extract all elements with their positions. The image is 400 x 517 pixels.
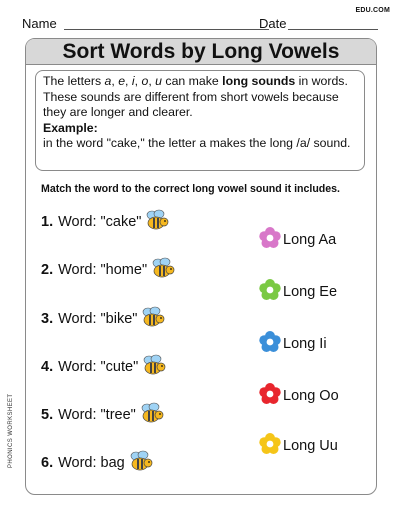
date-label: Date xyxy=(259,16,287,31)
word-text: Word: "cute" xyxy=(58,359,139,375)
word-text: Word: "tree" xyxy=(58,407,136,423)
vowel-item-5[interactable] xyxy=(258,434,338,458)
bee-icon xyxy=(141,354,167,380)
name-field[interactable] xyxy=(64,29,269,30)
word-number: 4. xyxy=(41,359,54,375)
word-text: Word: "home" xyxy=(58,262,148,278)
side-label: PHONICS WORKSHEET xyxy=(8,393,14,468)
word-item-1[interactable] xyxy=(41,211,170,233)
name-row xyxy=(22,14,378,34)
info-box: The letters a, e, i, o, u can make long sounds in words. These sounds are different from short vowels because they are longer and clearer. Example: in the word "cake," the letter a makes the long /a/ sound. xyxy=(35,70,365,171)
intro-mid: can make xyxy=(162,74,223,88)
letter-o: o xyxy=(141,74,149,88)
name-label: Name xyxy=(22,16,57,31)
letter-e: e xyxy=(118,74,126,88)
word-number: 1. xyxy=(41,214,54,230)
worksheet-card xyxy=(25,38,377,495)
intro-bold: long sounds xyxy=(222,74,296,88)
letter-a: a xyxy=(104,74,112,88)
page-title: Sort Words by Long Vowels xyxy=(62,40,340,63)
bee-icon xyxy=(144,209,170,235)
vowel-item-4[interactable] xyxy=(258,384,339,408)
word-number: 6. xyxy=(41,455,54,471)
bee-icon xyxy=(140,306,166,332)
word-item-5[interactable] xyxy=(41,404,165,426)
bee-icon xyxy=(150,257,176,283)
example-text: in the word "cake," the letter a makes the long /a/ sound. xyxy=(43,136,351,150)
flower-icon xyxy=(258,330,282,358)
vowel-label: Long Uu xyxy=(283,438,338,454)
flower-icon xyxy=(258,382,282,410)
vowel-item-1[interactable] xyxy=(258,228,336,252)
vowel-item-3[interactable] xyxy=(258,332,327,356)
word-number: 2. xyxy=(41,262,54,278)
flower-icon xyxy=(258,278,282,306)
flower-icon xyxy=(258,432,282,460)
word-number: 3. xyxy=(41,311,54,327)
word-text: Word: "cake" xyxy=(58,214,142,230)
bee-icon xyxy=(139,402,165,428)
vowel-label: Long Oo xyxy=(283,388,339,404)
brand-logo: EDU.COM xyxy=(355,7,390,14)
letter-u: u xyxy=(155,74,162,88)
intro-post: in words. These sounds are different from short vowels because they are longer and clearer. xyxy=(43,74,348,119)
word-text: Word: "bike" xyxy=(58,311,138,327)
vowel-item-2[interactable] xyxy=(258,280,337,304)
letter-i: i xyxy=(131,74,135,88)
flower-icon xyxy=(258,226,282,254)
word-text: Word: bag xyxy=(58,455,125,471)
word-item-6[interactable] xyxy=(41,452,154,474)
instruction: Match the word to the correct long vowel sound it includes. xyxy=(41,183,341,195)
title-bar xyxy=(26,39,376,65)
word-item-2[interactable] xyxy=(41,259,176,281)
intro-pre: The letters xyxy=(43,74,105,88)
word-number: 5. xyxy=(41,407,54,423)
vowel-label: Long Aa xyxy=(283,232,337,248)
word-item-4[interactable] xyxy=(41,356,167,378)
vowel-label: Long Ee xyxy=(283,284,338,300)
vowel-label: Long Ii xyxy=(283,336,327,352)
bee-icon xyxy=(128,450,154,476)
word-item-3[interactable] xyxy=(41,308,166,330)
date-field[interactable] xyxy=(288,29,378,30)
example-label: Example: xyxy=(43,120,98,135)
